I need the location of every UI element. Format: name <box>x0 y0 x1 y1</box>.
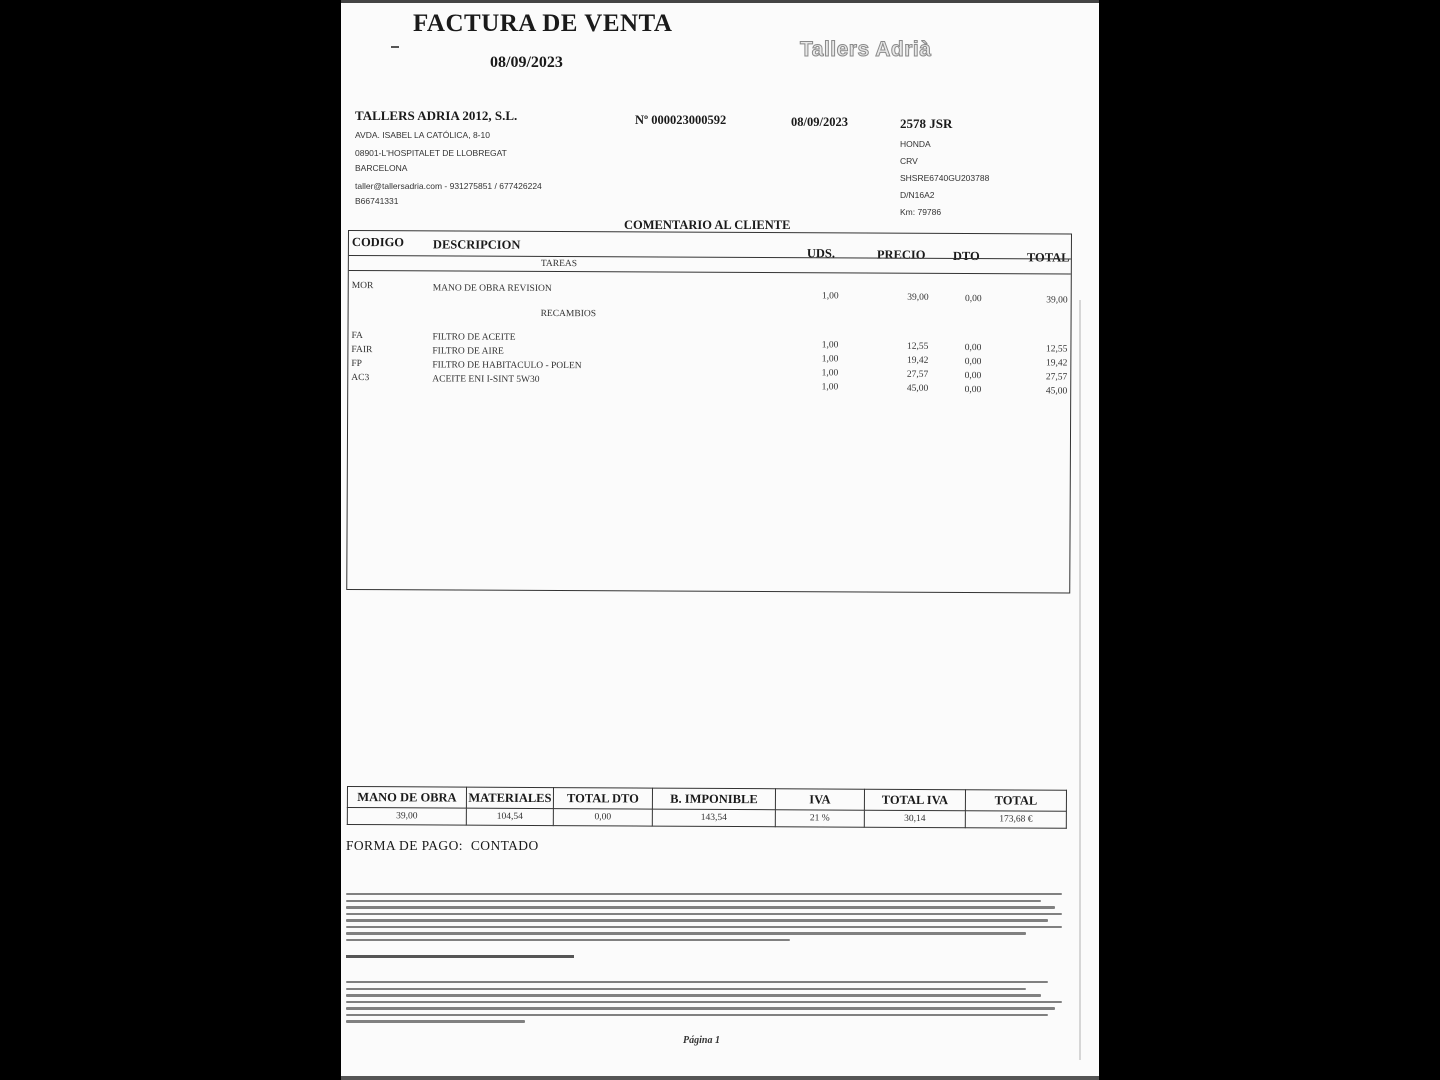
row-units: 1,00 <box>821 368 839 379</box>
scan-shadow <box>1079 300 1081 1060</box>
page-top-edge <box>341 0 1099 3</box>
summary-vat: 21 % <box>775 810 864 827</box>
summary-taxable: 143,54 <box>652 809 775 827</box>
company-address: AVDA. ISABEL LA CATÓLICA, 8-10 <box>355 130 490 140</box>
row-description: FILTRO DE ACEITE <box>432 332 516 343</box>
row-total: 27,57 <box>1045 372 1068 383</box>
summary-header-vat: IVA <box>775 789 864 810</box>
company-city: 08901-L'HOSPITALET DE LLOBREGAT <box>355 148 507 158</box>
company-tax-id: B66741331 <box>355 196 399 206</box>
invoice-number: Nº 000023000592 <box>635 113 727 127</box>
payment-label: FORMA DE PAGO: <box>346 838 463 853</box>
row-code: AC3 <box>351 373 370 384</box>
row-price: 27,57 <box>906 369 929 380</box>
comment-title: COMENTARIO AL CLIENTE <box>624 218 791 232</box>
row-total: 19,42 <box>1045 358 1068 369</box>
section-title-recambios: RECAMBIOS <box>540 308 597 320</box>
row-units: 1,00 <box>821 354 839 365</box>
scan-mark <box>391 46 399 48</box>
header-description: DESCRIPCION <box>432 237 521 252</box>
row-discount: 0,00 <box>964 385 982 396</box>
items-table <box>346 230 1072 594</box>
row-discount: 0,00 <box>964 371 982 382</box>
legal-heading-data-protection <box>346 955 574 958</box>
row-total: 45,00 <box>1045 386 1068 397</box>
row-description: MANO DE OBRA REVISION <box>432 283 552 294</box>
row-discount: 0,00 <box>964 357 982 368</box>
row-units: 1,00 <box>821 340 839 351</box>
header-discount: DTO <box>952 248 980 264</box>
legal-text-warranty <box>346 893 1062 946</box>
row-total: 39,00 <box>1046 295 1068 306</box>
payment-method <box>346 838 539 854</box>
section-title-tareas: TAREAS <box>540 258 578 270</box>
document-date: 08/09/2023 <box>490 54 563 71</box>
row-description: FILTRO DE AIRE <box>432 346 504 357</box>
document-title: FACTURA DE VENTA <box>413 10 673 37</box>
header-units: UDS. <box>806 246 836 261</box>
row-units: 1,00 <box>822 291 839 302</box>
row-description: ACEITE ENI I-SINT 5W30 <box>432 374 540 385</box>
summary-table <box>347 786 1067 829</box>
company-name: TALLERS ADRIA 2012, S.L. <box>355 108 518 123</box>
vehicle-make: HONDA <box>900 139 931 149</box>
company-contact: taller@tallersadria.com - 931275851 / 677426224 <box>355 181 542 191</box>
row-price: 12,55 <box>907 341 929 352</box>
summary-total: 173,68 € <box>965 811 1066 829</box>
page-number: Página 1 <box>683 1035 720 1046</box>
legal-text-privacy <box>346 981 1062 1027</box>
company-province: BARCELONA <box>355 163 408 173</box>
header-code: CODIGO <box>351 235 405 250</box>
vehicle-km: Km: 79786 <box>900 207 942 217</box>
vehicle-engine: D/N16A2 <box>900 190 935 200</box>
header-price: PRECIO <box>876 247 926 262</box>
page-bottom-edge <box>341 1076 1099 1080</box>
summary-header-taxable: B. IMPONIBLE <box>652 788 775 810</box>
summary-materials: 104,54 <box>466 808 553 825</box>
vehicle-vin: SHSRE6740GU203788 <box>900 173 990 183</box>
invoice-date: 08/09/2023 <box>791 115 848 129</box>
summary-values-row <box>347 808 1066 829</box>
row-price: 45,00 <box>906 383 929 394</box>
payment-value: CONTADO <box>470 838 539 853</box>
row-code: FAIR <box>351 345 373 356</box>
invoice-page <box>341 0 1099 1080</box>
row-discount: 0,00 <box>965 294 982 305</box>
summary-labor: 39,00 <box>347 808 466 826</box>
row-description: FILTRO DE HABITACULO - POLEN <box>432 360 582 372</box>
row-code: MOR <box>351 281 374 292</box>
header-total: TOTAL <box>1026 250 1070 265</box>
row-total: 12,55 <box>1046 344 1068 355</box>
row-code: FP <box>351 359 362 370</box>
row-code: FA <box>351 331 363 342</box>
row-price: 39,00 <box>907 292 929 303</box>
vehicle-plate: 2578 JSR <box>900 116 953 131</box>
summary-header-materials: MATERIALES <box>466 787 553 808</box>
vehicle-model: CRV <box>900 156 918 166</box>
summary-header-total: TOTAL <box>965 790 1066 812</box>
summary-header-labor: MANO DE OBRA <box>347 787 466 809</box>
summary-header-discount: TOTAL DTO <box>553 788 652 810</box>
summary-header-vat-total: TOTAL IVA <box>864 789 965 811</box>
row-units: 1,00 <box>821 382 839 393</box>
row-price: 19,42 <box>906 355 929 366</box>
summary-vat-total: 30,14 <box>864 810 965 828</box>
summary-discount: 0,00 <box>553 809 652 827</box>
row-discount: 0,00 <box>964 343 982 354</box>
header-divider-secondary <box>349 270 1071 275</box>
brand-logo: Tallers Adrià <box>800 38 932 61</box>
